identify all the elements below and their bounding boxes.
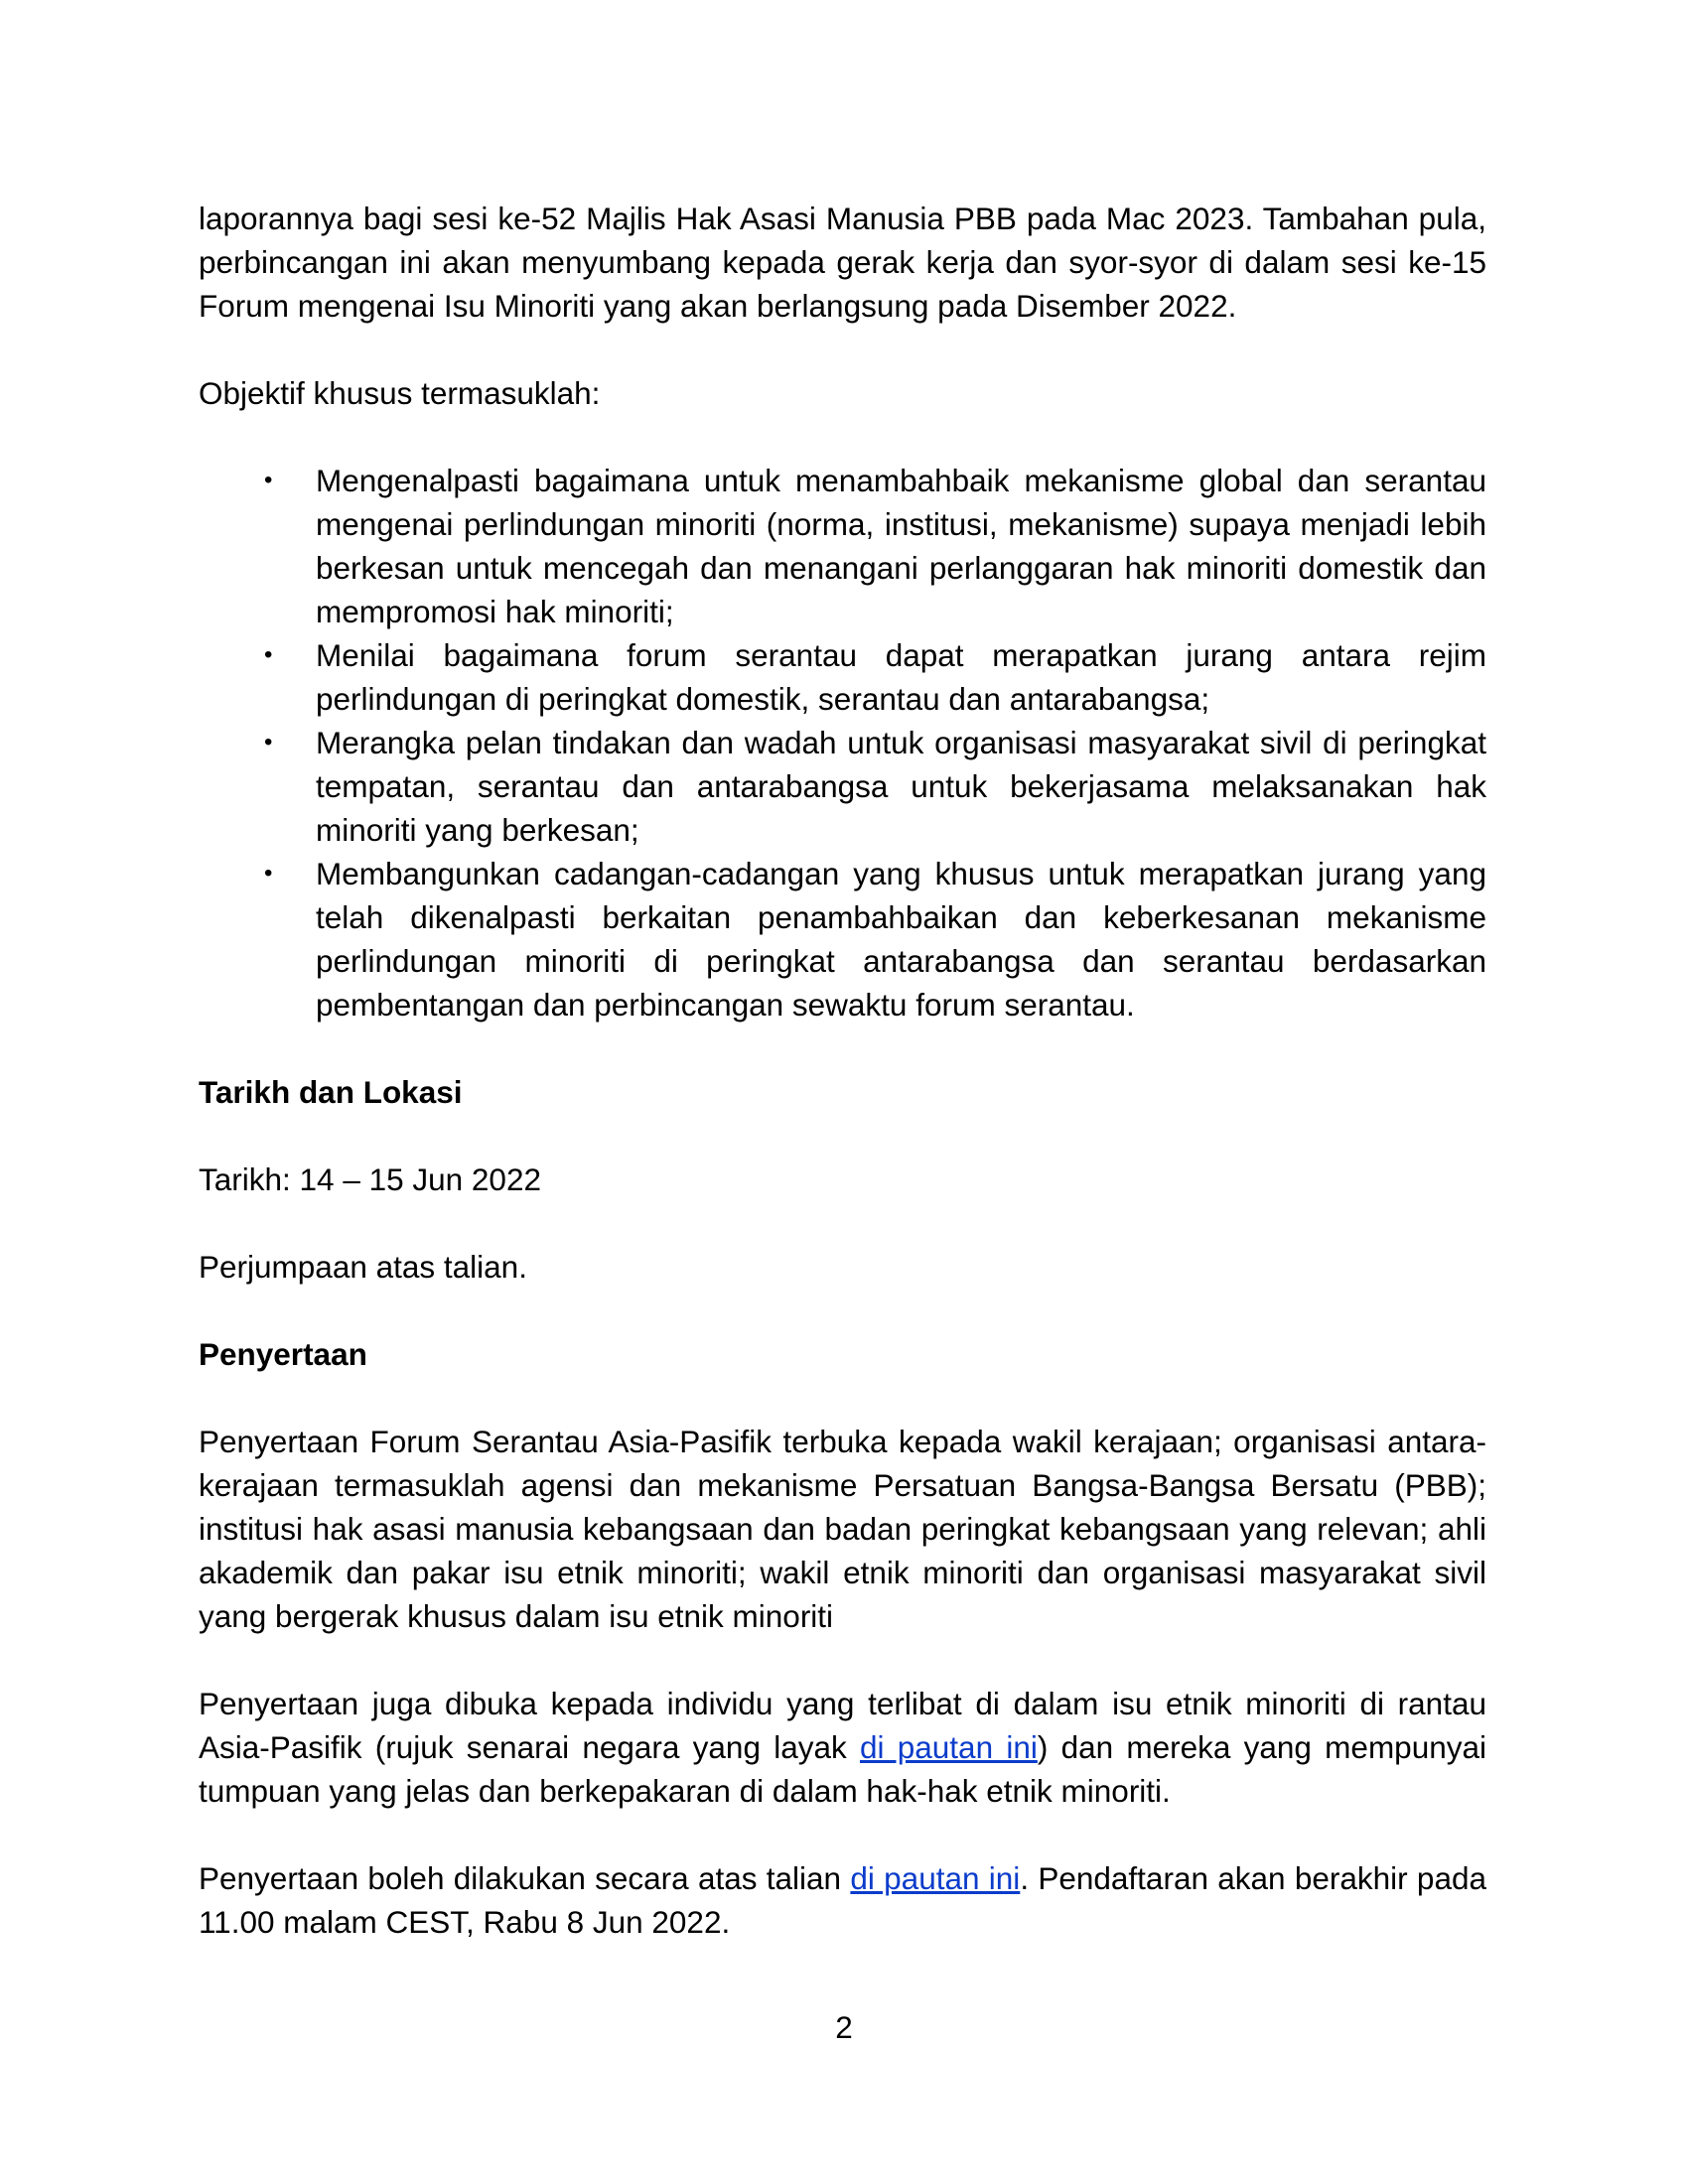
intro-paragraph: laporannya bagi sesi ke-52 Majlis Hak Asasi Manusia PBB pada Mac 2023. Tambahan pula, perbincangan ini akan menyumbang kepada gerak kerja dan syor-syor di dalam sesi ke-15 Forum mengenai Isu Minoriti yang akan berlangsung pada Disember 2022. (199, 201, 1486, 324)
registration-link[interactable]: di pautan ini (850, 1860, 1021, 1896)
participation-heading: Penyertaan (199, 1336, 367, 1372)
document-page (199, 197, 1486, 1944)
list-item-text: Membangunkan cadangan-cadangan yang khusus untuk merapatkan jurang yang telah dikenalpasti berkaitan penambahbaikan dan keberkesanan mekanisme perlindungan minoriti di peringkat antarabangsa dan serantau berdasarkan pembentangan dan perbincangan sewaktu forum serantau. (316, 856, 1486, 1023)
list-item-text: Merangka pelan tindakan dan wadah untuk organisasi masyarakat sivil di peringkat tempatan, serantau dan antarabangsa untuk bekerjasama melaksanakan hak minoriti yang berkesan; (316, 725, 1486, 848)
event-location: Perjumpaan atas talian. (199, 1249, 527, 1285)
list-item (264, 633, 1486, 721)
participation-paragraph-1: Penyertaan Forum Serantau Asia-Pasifik terbuka kepada wakil kerajaan; organisasi antara-kerajaan termasuklah agensi dan mekanisme Persatuan Bangsa-Bangsa Bersatu (PBB); institusi hak asasi manusia kebangsaan dan badan peringkat kebangsaan yang relevan; ahli akademik dan pakar isu etnik minoriti; wakil etnik minoriti dan organisasi masyarakat sivil yang bergerak khusus dalam isu etnik minoriti (199, 1424, 1486, 1634)
participation-paragraph-2 (199, 1682, 1486, 1813)
paragraph-text: Penyertaan juga dibuka kepada individu yang terlibat di dalam isu etnik minoriti di rantau Asia-Pasifik (rujuk senarai negara yang layak (199, 1686, 1486, 1765)
list-item (264, 459, 1486, 633)
list-item-text: Menilai bagaimana forum serantau dapat merapatkan jurang antara rejim perlindungan di peringkat domestik, serantau dan antarabangsa; (316, 637, 1486, 717)
participation-paragraph-3 (199, 1856, 1486, 1944)
paragraph-text: . Pendaftaran akan berakhir pada 11.00 malam CEST, Rabu 8 Jun 2022. (199, 1860, 1487, 1940)
bullet-icon: • (264, 641, 273, 668)
paragraph-text: Penyertaan boleh dilakukan secara atas talian (199, 1860, 851, 1896)
bullet-icon: • (264, 467, 273, 493)
list-item-text: Mengenalpasti bagaimana untuk menambahbaik mekanisme global dan serantau mengenai perlindungan minoriti (norma, institusi, mekanisme) supaya menjadi lebih berkesan untuk mencegah dan menangani perlanggaran hak minoriti domestik dan mempromosi hak minoriti; (316, 463, 1486, 629)
list-item (264, 721, 1486, 852)
event-date: Tarikh: 14 – 15 Jun 2022 (199, 1161, 541, 1197)
objectives-list (199, 459, 1486, 1026)
paragraph-text: ) dan mereka yang mempunyai tumpuan yang jelas dan berkepakaran di dalam hak-hak etnik minoriti. (199, 1729, 1487, 1809)
date-location-heading: Tarikh dan Lokasi (199, 1074, 463, 1110)
page-number: 2 (835, 2009, 853, 2045)
objectives-intro: Objektif khusus termasuklah: (199, 375, 601, 411)
eligible-countries-link[interactable]: di pautan ini (859, 1729, 1038, 1765)
bullet-icon: • (264, 860, 273, 887)
bullet-icon: • (264, 729, 273, 755)
list-item (264, 852, 1486, 1026)
